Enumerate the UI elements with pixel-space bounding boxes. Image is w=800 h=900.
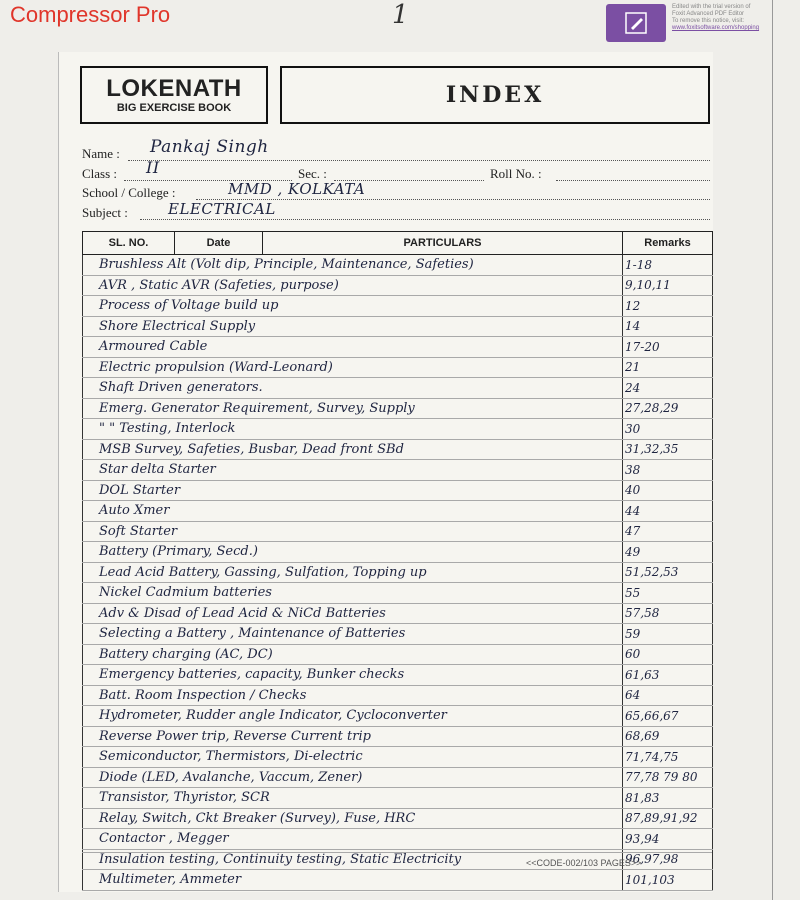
row-particulars: Process of Voltage build up <box>83 296 623 317</box>
row-particulars: Selecting a Battery , Maintenance of Batteries <box>83 624 623 645</box>
row-remarks: 49 <box>623 542 713 563</box>
school-label: School / College : <box>82 185 176 200</box>
row-particulars: Semiconductor, Thermistors, Di-electric <box>83 747 623 768</box>
row-particulars: Contactor , Megger <box>83 829 623 850</box>
name-value: Pankaj Singh <box>150 137 269 157</box>
name-line <box>128 160 710 161</box>
row-remarks: 101,103 <box>623 870 713 891</box>
row-particulars: Emergency batteries, capacity, Bunker checks <box>83 665 623 686</box>
header-particulars: PARTICULARS <box>263 232 623 255</box>
row-remarks: 71,74,75 <box>623 747 713 768</box>
table-row <box>83 808 713 829</box>
pdf-notice-line: Foxit Advanced PDF Editor <box>672 11 745 17</box>
row-particulars: Shaft Driven generators. <box>83 378 623 399</box>
table-row <box>83 419 713 440</box>
row-remarks: 31,32,35 <box>623 439 713 460</box>
page-edge-line <box>772 0 773 900</box>
row-remarks: 12 <box>623 296 713 317</box>
row-particulars: Insulation testing, Continuity testing, Static Electricity <box>83 849 623 870</box>
row-remarks: 55 <box>623 583 713 604</box>
table-row <box>83 296 713 317</box>
row-remarks: 81,83 <box>623 788 713 809</box>
subject-line <box>140 219 710 220</box>
sec-label: Sec. : <box>298 166 327 181</box>
table-row <box>83 501 713 522</box>
row-particulars: MSB Survey, Safeties, Busbar, Dead front SBd <box>83 439 623 460</box>
footer-code: <<CODE-002/103 PAGES>> <box>526 858 642 868</box>
index-header-box <box>280 66 710 124</box>
row-remarks: 44 <box>623 501 713 522</box>
row-particulars: Batt. Room Inspection / Checks <box>83 685 623 706</box>
table-row <box>83 644 713 665</box>
table-row <box>83 542 713 563</box>
table-row <box>83 583 713 604</box>
table-row <box>83 767 713 788</box>
row-remarks: 77,78 79 80 <box>623 767 713 788</box>
row-particulars: Star delta Starter <box>83 460 623 481</box>
table-row <box>83 275 713 296</box>
row-particulars: " " Testing, Interlock <box>83 419 623 440</box>
roll-line <box>556 180 710 181</box>
pdf-notice-link[interactable]: www.foxitsoftware.com/shopping <box>672 25 760 31</box>
row-remarks: 68,69 <box>623 726 713 747</box>
row-remarks: 1-18 <box>623 255 713 276</box>
subject-label: Subject : <box>82 205 128 220</box>
row-particulars: Diode (LED, Avalanche, Vaccum, Zener) <box>83 767 623 788</box>
row-particulars: Shore Electrical Supply <box>83 316 623 337</box>
pdf-notice-line: To remove this notice, visit: <box>672 18 745 24</box>
row-particulars: AVR , Static AVR (Safeties, purpose) <box>83 275 623 296</box>
index-title: INDEX <box>445 82 545 108</box>
table-row <box>83 829 713 850</box>
table-row <box>83 870 713 891</box>
row-particulars: Battery charging (AC, DC) <box>83 644 623 665</box>
roll-label: Roll No. : <box>490 166 542 181</box>
row-remarks: 17-20 <box>623 337 713 358</box>
table-row <box>83 788 713 809</box>
header-remarks: Remarks <box>623 232 713 255</box>
brand-title: LOKENATH <box>106 75 242 102</box>
row-remarks: 96,97,98 <box>623 849 713 870</box>
row-remarks: 21 <box>623 357 713 378</box>
row-particulars: Emerg. Generator Requirement, Survey, Supply <box>83 398 623 419</box>
page-bottom-rule <box>82 852 712 853</box>
class-value: II <box>146 158 160 177</box>
row-remarks: 14 <box>623 316 713 337</box>
index-table <box>82 231 713 891</box>
row-particulars: Nickel Cadmium batteries <box>83 583 623 604</box>
row-remarks: 61,63 <box>623 665 713 686</box>
app-watermark: Compressor Pro <box>10 2 171 27</box>
row-particulars: Relay, Switch, Ckt Breaker (Survey), Fuse, HRC <box>83 808 623 829</box>
row-particulars: Transistor, Thyristor, SCR <box>83 788 623 809</box>
table-row <box>83 603 713 624</box>
row-particulars: Adv & Disad of Lead Acid & NiCd Batteries <box>83 603 623 624</box>
table-row <box>83 747 713 768</box>
table-row <box>83 665 713 686</box>
table-row <box>83 726 713 747</box>
row-particulars: Reverse Power trip, Reverse Current trip <box>83 726 623 747</box>
row-remarks: 64 <box>623 685 713 706</box>
table-row <box>83 460 713 481</box>
table-row <box>83 357 713 378</box>
pdf-notice-text <box>672 4 796 32</box>
subject-value: ELECTRICAL <box>168 200 276 218</box>
row-remarks: 38 <box>623 460 713 481</box>
pdf-editor-notice <box>606 4 796 42</box>
row-remarks: 47 <box>623 521 713 542</box>
row-particulars: Auto Xmer <box>83 501 623 522</box>
pdf-notice-line: Edited with the trial version of <box>672 4 751 10</box>
row-particulars: Hydrometer, Rudder angle Indicator, Cycloconverter <box>83 706 623 727</box>
brand-subtitle: BIG EXERCISE BOOK <box>116 102 232 114</box>
row-remarks: 51,52,53 <box>623 562 713 583</box>
header-sl-no: SL. NO. <box>83 232 175 255</box>
row-particulars: Armoured Cable <box>83 337 623 358</box>
row-remarks: 24 <box>623 378 713 399</box>
table-row <box>83 316 713 337</box>
row-particulars: Lead Acid Battery, Gassing, Sulfation, Topping up <box>83 562 623 583</box>
table-row <box>83 378 713 399</box>
brand-logo-box <box>80 66 268 124</box>
row-remarks: 60 <box>623 644 713 665</box>
name-label: Name : <box>82 146 120 161</box>
table-header-row <box>83 232 713 255</box>
row-remarks: 30 <box>623 419 713 440</box>
row-particulars: DOL Starter <box>83 480 623 501</box>
row-remarks: 65,66,67 <box>623 706 713 727</box>
table-row <box>83 624 713 645</box>
table-row <box>83 685 713 706</box>
row-particulars: Battery (Primary, Secd.) <box>83 542 623 563</box>
row-remarks: 27,28,29 <box>623 398 713 419</box>
row-remarks: 93,94 <box>623 829 713 850</box>
row-particulars: Electric propulsion (Ward-Leonard) <box>83 357 623 378</box>
pencil-icon <box>606 4 666 42</box>
table-row <box>83 398 713 419</box>
row-remarks: 9,10,11 <box>623 275 713 296</box>
table-row <box>83 706 713 727</box>
row-remarks: 57,58 <box>623 603 713 624</box>
row-particulars: Multimeter, Ammeter <box>83 870 623 891</box>
table-row <box>83 255 713 276</box>
school-value: MMD , KOLKATA <box>228 180 366 198</box>
class-label: Class : <box>82 166 118 181</box>
table-row <box>83 480 713 501</box>
table-row <box>83 521 713 542</box>
page-number: 1 <box>392 0 409 30</box>
table-row <box>83 337 713 358</box>
row-remarks: 40 <box>623 480 713 501</box>
header-date: Date <box>175 232 263 255</box>
table-row <box>83 562 713 583</box>
row-particulars: Brushless Alt (Volt dip, Principle, Maintenance, Safeties) <box>83 255 623 276</box>
row-remarks: 59 <box>623 624 713 645</box>
row-particulars: Soft Starter <box>83 521 623 542</box>
row-remarks: 87,89,91,92 <box>623 808 713 829</box>
table-row <box>83 439 713 460</box>
